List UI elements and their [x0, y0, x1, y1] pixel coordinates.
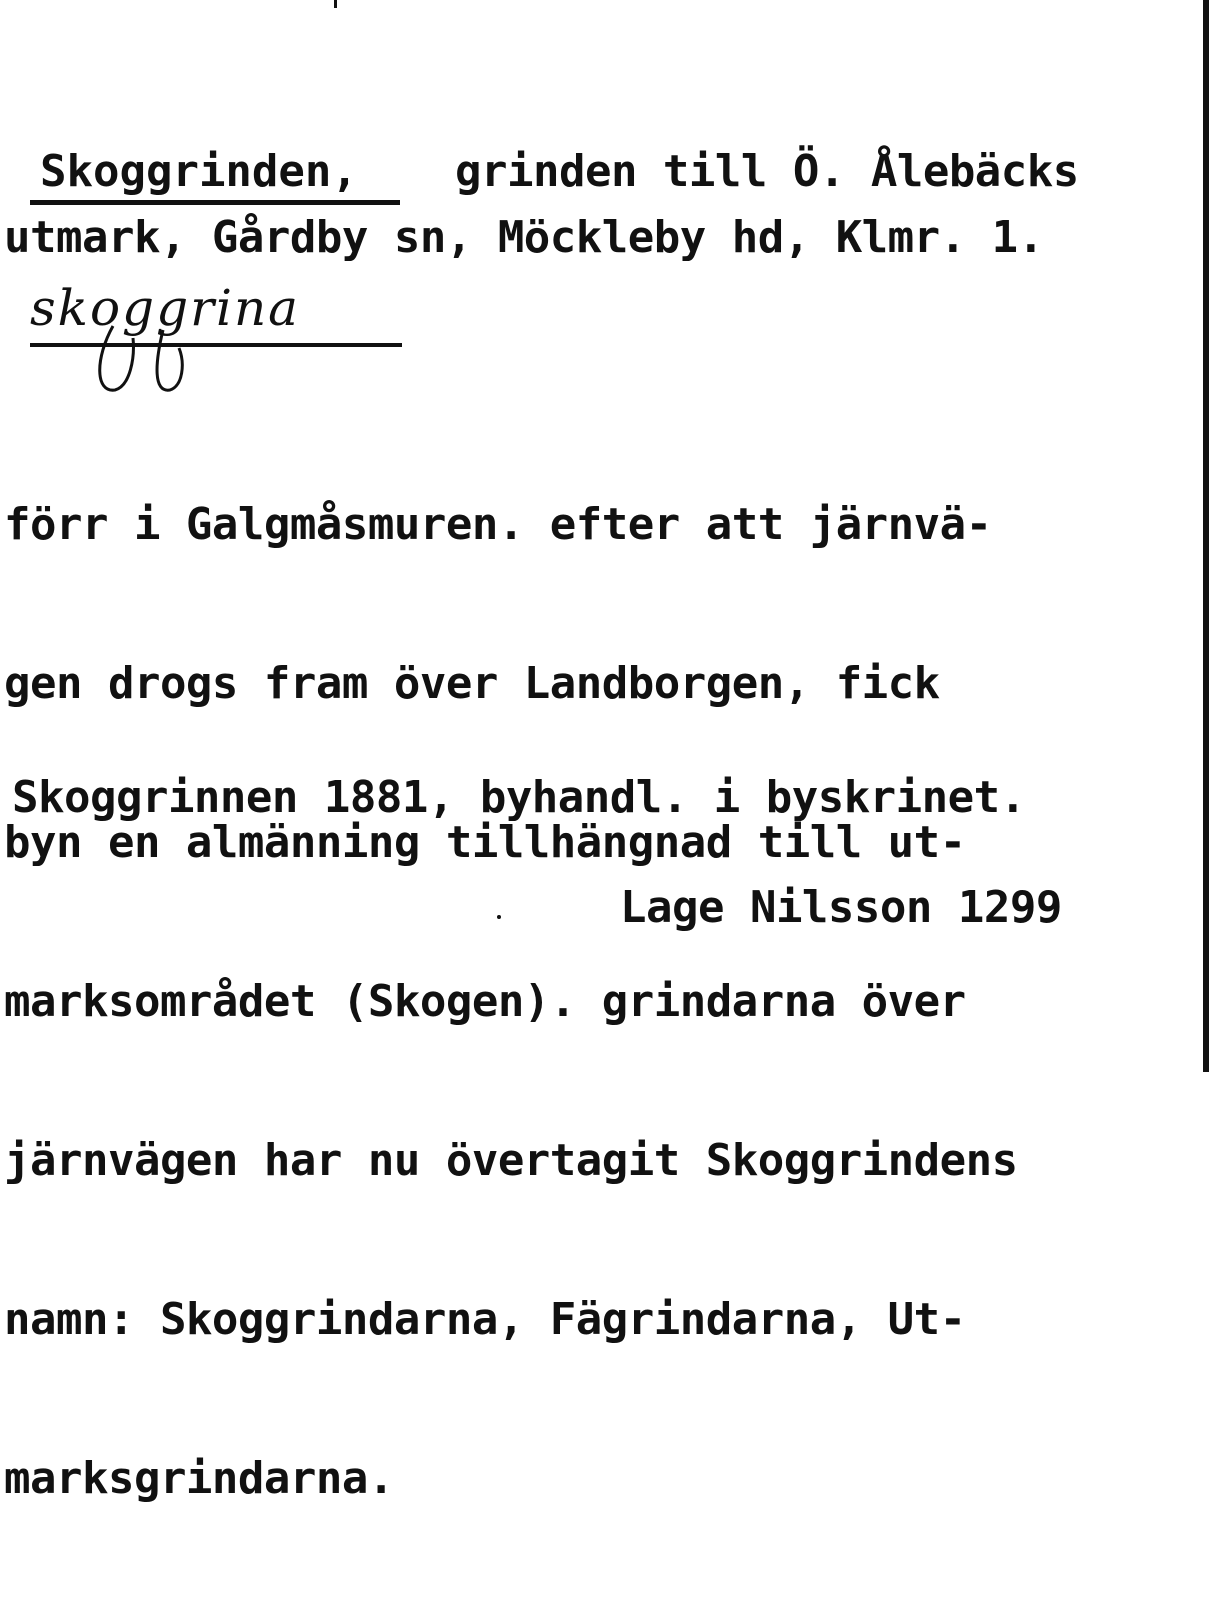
description-line: marksgrindarna. [4, 1453, 394, 1504]
description-line: gen drogs fram över Landborgen, fick [4, 658, 940, 709]
description-line: förr i Galgmåsmuren. efter att järnvä- [4, 499, 992, 550]
top-mark [334, 0, 337, 8]
handwritten-pronunciation: skoggrina [30, 279, 300, 337]
ink-speck [497, 915, 501, 919]
description-line: marksområdet (Skogen). grindarna över [4, 976, 966, 1027]
description-line: byn en almänning tillhängnad till ut- [4, 817, 966, 868]
description-line: järnvägen har nu övertagit Skoggrindens [4, 1135, 1018, 1186]
headword: Skoggrinden, [40, 146, 358, 197]
description-line: namn: Skoggrindarna, Fägrindarna, Ut- [4, 1294, 966, 1345]
collector-signature: Lage Nilsson 1299 [620, 882, 1062, 933]
headword-underline [30, 200, 400, 205]
definition-line-1: grinden till Ö. Ålebäcks [455, 146, 1079, 197]
source-reference: Skoggrinnen 1881, byhandl. i byskrinet. [12, 772, 1026, 823]
description-text [4, 392, 1018, 1611]
card-edge-line [1203, 0, 1209, 1072]
definition-line-2: utmark, Gårdby sn, Möckleby hd, Klmr. 1. [4, 212, 1044, 263]
